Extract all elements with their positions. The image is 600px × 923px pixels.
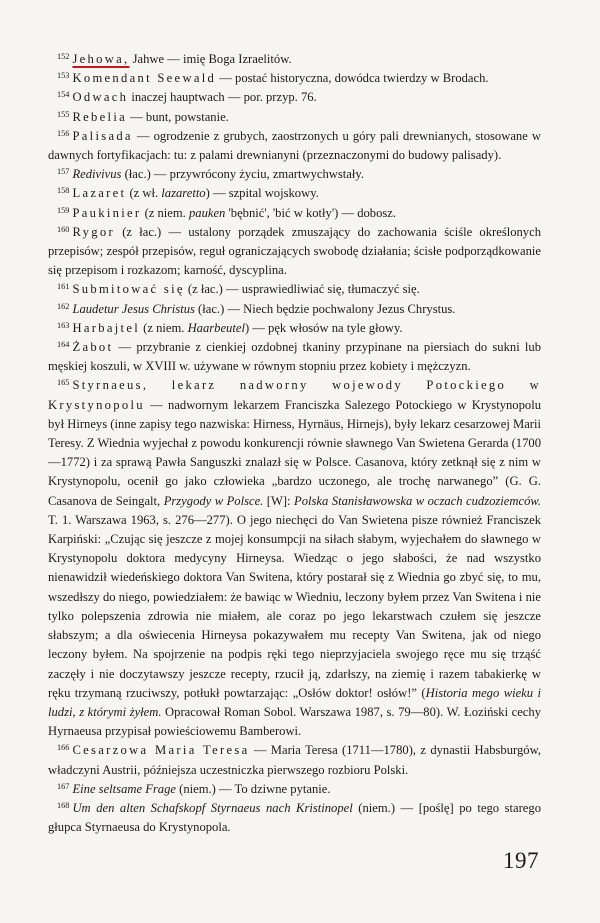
- footnote-headword: Palisada: [72, 128, 133, 143]
- footnote-168: [48, 799, 541, 837]
- footnote-161: [48, 280, 541, 299]
- footnote-text: inaczej hauptwach — por. przyp. 76.: [128, 90, 317, 105]
- footnote-headword: Jehowa,: [72, 52, 130, 66]
- footnote-number: 153: [57, 71, 70, 81]
- footnote-154: [48, 88, 541, 107]
- footnote-number: 167: [57, 781, 70, 791]
- footnote-text: (z niem.: [140, 320, 188, 335]
- page-number: 197: [503, 848, 539, 873]
- footnote-number: 166: [57, 743, 70, 753]
- footnote-italic-term: Haarbeutel: [187, 320, 245, 335]
- footnote-italic-term: Historia mego wieku i ludzi, z którymi żyłem.: [48, 685, 541, 719]
- footnote-text: (z niem.: [141, 205, 189, 220]
- footnote-text: — nadwornym lekarzem Franciszka Salezego Potockiego w Krystynopolu był Hirneys (inne zapisy tego nazwiska: Hirness, Hyrnäus, Hirnejs), były lekarz cesarzowej Marii Teresy. Z Wiednia wyjechał z powodu konkurencji równie sławnego Van Swietena Gerarda (1700—1772) i za sprawą Pawła Sanguszki znalazł się w Polsce. Casanova, który zetknął się z nim w Krystynopolu, ocenił go jako człowieka „bardzo uczonego, ale trochę narwanego” (G. G. Casanova de Seingalt,: [48, 397, 541, 508]
- footnote-headword: Rebelia: [72, 109, 128, 124]
- footnote-italic-term: Laudetur Jesus Christus: [72, 301, 195, 316]
- footnote-166: [48, 741, 541, 779]
- footnote-text: 'bębnić', 'bić w kotły') — dobosz.: [225, 205, 397, 220]
- footnote-155: [48, 108, 541, 127]
- footnote-number: 158: [57, 186, 70, 196]
- footnote-text: [W]:: [263, 493, 295, 508]
- footnote-italic-term: Polska Stanisławowska w oczach cudzoziemców.: [294, 493, 541, 508]
- footnote-text: — ogrodzenie z grubych, zaostrzonych u góry pali drewnianych, stosowane w dawnych fortyfikacjach: tu: z palami drewnianyni (przeznaczonymi do budowy palisady).: [48, 128, 541, 163]
- footnote-160: [48, 223, 541, 281]
- footnote-text: (z łac.) — ustalony porządek zmuszający do zachowania ściśle określonych przepisów; zespół przepisów, reguł ograniczających swobodę działania; ścisłe podporządkowanie się przepisom i rozkazom; karność, dyscyplina.: [48, 224, 541, 278]
- footnote-number: 152: [57, 52, 70, 61]
- footnote-text: (łac.) — przywrócony życiu, zmartwychwstały.: [121, 167, 364, 182]
- footnote-text: — bunt, powstanie.: [127, 109, 229, 124]
- footnote-text: — przybranie z cienkiej ozdobnej tkaniny przypinane na piersiach do sukni lub męskiej koszuli, w XVIII w. używane w równym stopniu przez kobiety i mężczyzn.: [48, 340, 541, 374]
- footnote-text: (z łac.) — usprawiedliwiać się, tłumaczyć się.: [184, 282, 420, 297]
- footnote-157: [48, 165, 541, 184]
- footnote-159: [48, 204, 541, 223]
- footnote-text: (niem.) — [poślę] po tego starego głupca Styrnaeusa do Krystynopola.: [48, 800, 541, 835]
- footnote-165: [48, 376, 541, 741]
- footnote-headword: Rygor: [72, 224, 115, 239]
- footnote-number: 162: [57, 301, 70, 311]
- footnote-number: 155: [57, 109, 70, 119]
- footnote-headword: Harbajtel: [72, 320, 141, 335]
- footnote-162: [48, 300, 541, 319]
- footnote-text: (łac.) — Niech będzie pochwalony Jezus Chrystus.: [194, 301, 456, 316]
- footnote-text: Opracował Roman Sobol. Warszawa 1987, s. 79—80). W. Łoziński cechy Hyrnaeusa przypisał powieściowemu Bamberowi.: [48, 704, 541, 739]
- footnote-164: [48, 338, 541, 376]
- footnote-number: 164: [57, 340, 70, 350]
- footnote-number: 165: [57, 378, 70, 388]
- footnote-italic-term: lazaretto: [161, 186, 206, 201]
- footnote-152: [48, 50, 541, 69]
- footnote-headword: Komendant Seewald: [72, 71, 217, 86]
- footnote-text: — Maria Teresa (1711—1780), z dynastii Habsburgów, władczyni Austrii, późniejsza uczestniczka pierwszego rozbioru Polski.: [48, 743, 541, 777]
- footnote-italic-term: Redivivus: [72, 167, 122, 182]
- footnote-headword: Styrnaeus, lekarz nadworny wojewody Potockiego w Krystynopolu: [48, 378, 541, 412]
- footnote-headword: Odwach: [72, 90, 129, 105]
- footnote-italic-term: Przygody w Polsce.: [163, 493, 264, 508]
- footnote-number: 168: [57, 800, 70, 810]
- footnote-167: [48, 780, 541, 799]
- footnote-number: 160: [57, 224, 70, 234]
- footnote-headword: Paukinier: [72, 205, 142, 220]
- footnote-headword: Lazaret: [72, 186, 127, 201]
- footnote-headword: Cesarzowa Maria Teresa: [72, 743, 250, 758]
- footnote-headword: Żabot: [72, 340, 114, 355]
- footnote-number: 156: [57, 128, 70, 138]
- footnote-text: Jahwe — imię Boga Izraelitów.: [129, 52, 292, 66]
- footnote-italic-term: Eine seltsame Frage: [72, 781, 176, 796]
- footnote-text: ) — szpital wojskowy.: [205, 186, 319, 201]
- footnote-text: (niem.) — To dziwne pytanie.: [175, 781, 331, 796]
- footnote-text: ) — pęk włosów na tyle głowy.: [244, 320, 403, 335]
- footnote-number: 159: [57, 205, 70, 215]
- footnote-number: 161: [57, 282, 70, 292]
- footnote-italic-term: Um den alten Schafskopf Styrnaeus nach Kristinopel: [72, 800, 353, 815]
- footnote-italic-term: pauken: [188, 205, 226, 220]
- footnote-163: [48, 319, 541, 338]
- footnote-headword: Submitować się: [72, 282, 185, 297]
- footnote-text: T. 1. Warszawa 1963, s. 276—277). O jego niechęci do Van Swietena pisze również Franciszek Karpiński: „Czując się jeszcze z mojej konsumpcji na siłach słabym, wyjechałem do sławnego w Krystynopolu doktora medycyny Hirneysa. Wiedząc o jego słabości, że nad wszystko nienawidził wiedeńskiego doktora Van Switena, który postarał się z Wiednia go zbyć się, to mu, wszedłszy do niego, powiedziałem: że bawiąc w Wiedniu, leczony byłem przez Van Switena i nie tylko polepszenia zdrowia nie miałem, ale coraz po jego lekarstwach czułem się jeszcze słabszym; a dla oświecenia Hirneysa pokazywałem mu recepty Van Switena, jak od niego leczony byłem. Na spojrzenie na podpis ręki tego nieprzyjaciela swojego ręce mu się trząść zaczęły i nie doczytawszy jeszcze recepty, rzucił ją, zdarłszy, na ziemię i razem tabakierkę w ręku trzymaną rzuciwszy, potłukł powtarzając: „Osłów doktor! osłów!” (: [48, 512, 541, 700]
- footnote-158: [48, 184, 541, 203]
- footnote-number: 157: [57, 167, 70, 177]
- footnote-153: [48, 69, 541, 88]
- footnote-number: 154: [57, 90, 70, 100]
- footnote-text: (z wł.: [126, 186, 162, 201]
- footnote-156: [48, 127, 541, 165]
- footnote-number: 163: [57, 320, 70, 330]
- footnote-text: — postać historyczna, dowódca twierdzy w Brodach.: [216, 71, 489, 86]
- footnotes: [48, 50, 541, 837]
